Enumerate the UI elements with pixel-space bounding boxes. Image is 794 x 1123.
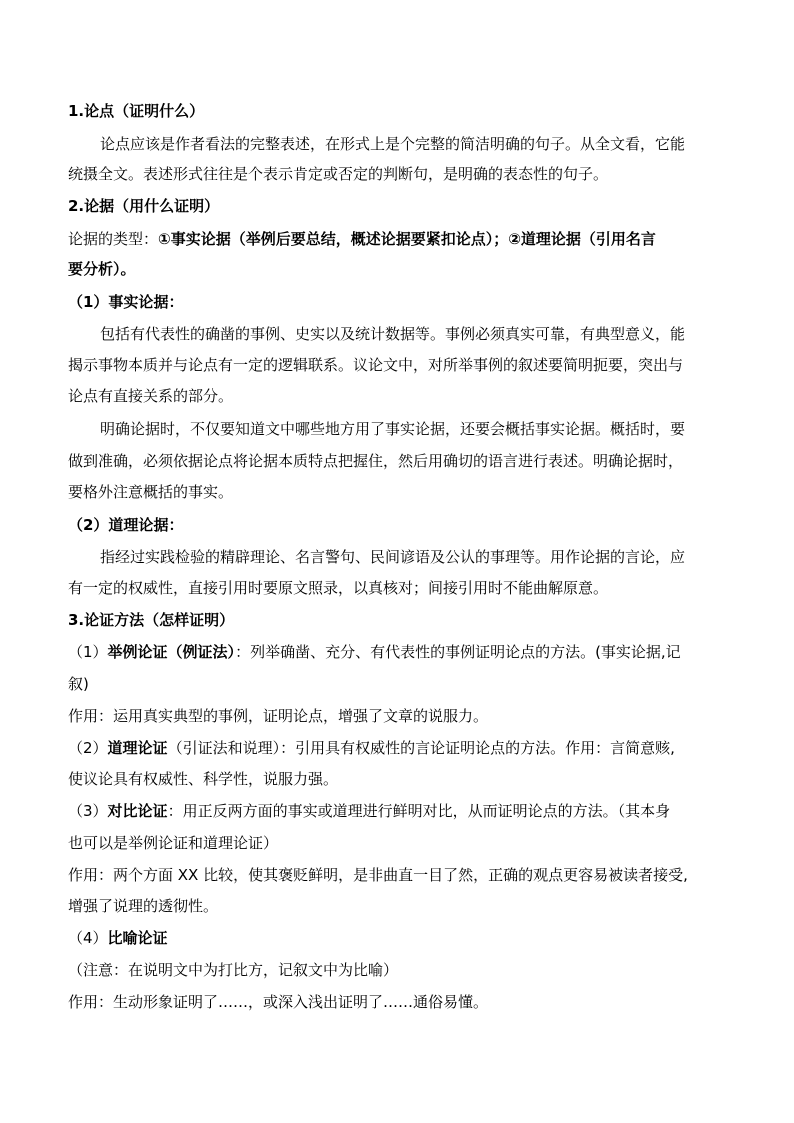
method-example-line: [68, 638, 730, 666]
method-reasoning-line: [68, 734, 730, 762]
method-reasoning-line: 使议论具有权威性、科学性，说服力强。: [68, 770, 339, 788]
reasoning-paragraph-line: 有一定的权威性，直接引用时要原文照录，以真核对；间接引用时不能曲解原意。: [68, 579, 609, 597]
factual-paragraph-line: 要格外注意概括的事实。: [68, 483, 234, 501]
method-metaphor-note: （注意：在说明文中为打比方，记叙文中为比喻）: [68, 961, 399, 979]
method-contrast-line: 也可以是举例论证和道理论证）: [68, 834, 279, 852]
section-heading-thesis: 1.论点（证明什么）: [68, 102, 205, 120]
method-description: ：用正反两方面的事实或道理进行鲜明对比，从而证明论点的方法。（其本身: [167, 802, 671, 820]
method-name: 比喻论证: [107, 929, 168, 947]
section-heading-methods: 3.论证方法（怎样证明）: [68, 611, 235, 629]
method-number: （3）: [68, 802, 108, 820]
subheading-factual-evidence: （1）事实论据：: [68, 293, 184, 311]
factual-paragraph-line: 做到准确，必须依据论点将论据本质特点把握住，然后用确切的语言进行表述。明确论据时，: [68, 452, 684, 470]
method-contrast-effect: 增强了说理的透彻性。: [68, 897, 219, 915]
method-number: （1）: [68, 643, 108, 661]
reasoning-paragraph-line: 指经过实践检验的精辟理论、名言警句、民间谚语及公认的事理等。用作论据的言论，应: [100, 548, 686, 566]
method-example-line: 叙): [68, 675, 89, 693]
evidence-types-line: 要分析）。: [68, 260, 136, 278]
method-name: 举例论证（例证法）: [107, 643, 236, 661]
evidence-types-prefix: 论据的类型：: [68, 230, 159, 248]
evidence-types-bold: ①事实论据（举例后要总结，概述论据要紧扣论点）；②道理论据（引用名言: [158, 230, 656, 248]
method-name: 道理论证: [107, 739, 168, 757]
factual-paragraph-line: 论点有直接关系的部分。: [68, 387, 234, 405]
method-contrast-effect: 作用：两个方面 XX 比较，使其褒贬鲜明，是非曲直一目了然，正确的观点更容易被读者接受,: [68, 866, 688, 884]
method-example-effect: 作用：运用真实典型的事例，证明论点，增强了文章的说服力。: [68, 707, 489, 725]
evidence-types-line: [68, 225, 730, 253]
method-name: 对比论证: [107, 802, 168, 820]
method-description: （引证法和说理）：引用具有权威性的言论证明论点的方法。作用：言简意赅,: [167, 739, 675, 757]
method-number: （2）: [68, 739, 108, 757]
method-description: ：列举确凿、充分、有代表性的事例证明论点的方法。(事实论据,记: [235, 643, 681, 661]
method-metaphor-effect: 作用：生动形象证明了……，或深入浅出证明了……通俗易懂。: [68, 993, 489, 1011]
thesis-paragraph-line: 论点应该是作者看法的完整表述，在形式上是个完整的简洁明确的句子。从全文看，它能: [100, 135, 686, 153]
method-metaphor-line: [68, 924, 730, 952]
subheading-reasoning-evidence: （2）道理论据：: [68, 516, 184, 534]
factual-paragraph-line: 揭示事物本质并与论点有一定的逻辑联系。议论文中，对所举事例的叙述要简明扼要，突出与: [68, 356, 684, 374]
factual-paragraph-line: 包括有代表性的确凿的事例、史实以及统计数据等。事例必须真实可靠，有典型意义，能: [100, 325, 686, 343]
thesis-paragraph-line: 统摄全文。表述形式往往是个表示肯定或否定的判断句，是明确的表态性的句子。: [68, 165, 609, 183]
factual-paragraph-line: 明确论据时，不仅要知道文中哪些地方用了事实论据，还要会概括事实论据。概括时，要: [100, 420, 686, 438]
method-contrast-line: [68, 797, 730, 825]
section-heading-evidence: 2.论据（用什么证明）: [68, 197, 220, 215]
method-number: （4）: [68, 929, 108, 947]
